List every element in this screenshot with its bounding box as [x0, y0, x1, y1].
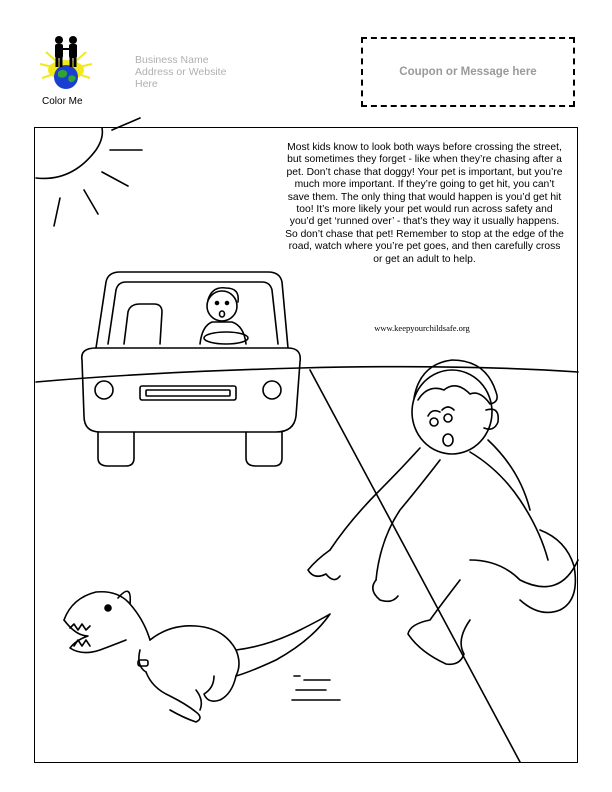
logo-caption: Color Me	[42, 96, 83, 107]
business-address: Address or Website	[135, 66, 227, 78]
business-name: Business Name	[135, 54, 209, 66]
coupon-text: Coupon or Message here	[399, 66, 537, 78]
story-text: Most kids know to look both ways before crossing the street, but sometimes they forget - like when they’re chasing after a pet. Don’t chase that doggy! Your pet is important, but you’re much more important. If they’re going to get hit, you can’t save them. The only thing that would happen is you’d get hit too! It’s more likely your pet would run across safety and you’d get ‘runned over’ - that’s they way it usually happens. So don’t chase that pet! Remember to stop at the edge of the road, watch where you’re pet goes, and then carefully cross or get an adult to help.	[285, 142, 564, 265]
motion-lines	[292, 676, 340, 700]
website-url[interactable]: www.keepyourchildsafe.org	[374, 323, 470, 333]
sun-drawing	[36, 118, 142, 226]
dog-drawing	[64, 591, 330, 722]
business-extra: Here	[135, 78, 158, 90]
